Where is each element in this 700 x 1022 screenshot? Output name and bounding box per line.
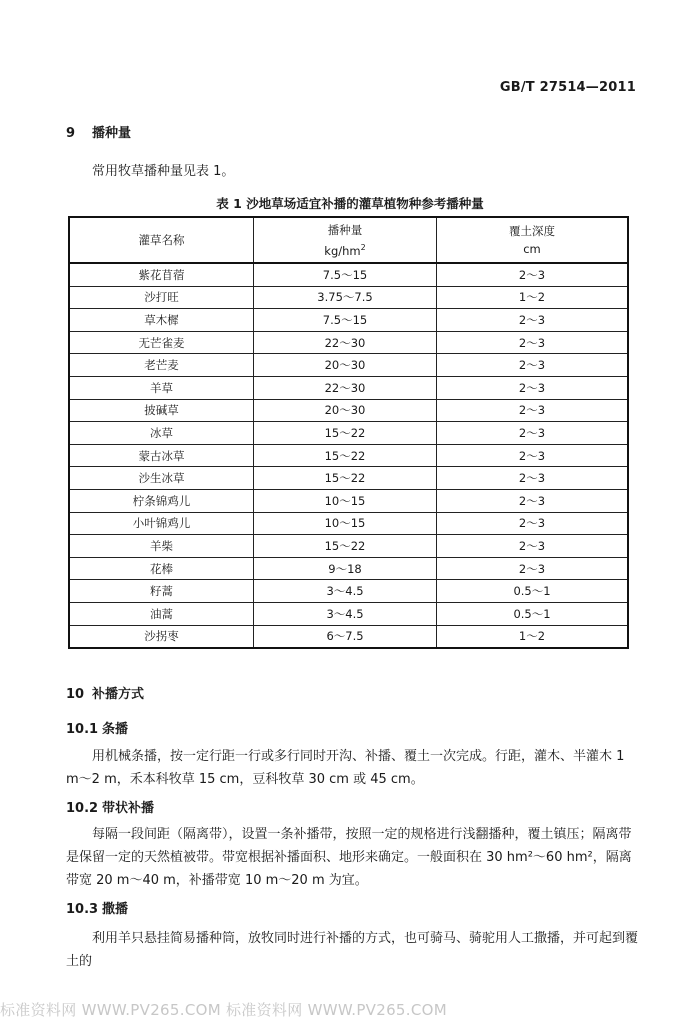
table-caption: 表 1 沙地草场适宜补播的灌草植物种参考播种量 (216, 196, 484, 211)
section-9-intro: 常用牧草播种量见表 1。 (92, 164, 235, 179)
standard-code: GB/T 27514—2011 (499, 80, 636, 95)
subsection-10-2-heading (66, 797, 154, 816)
cell-cover-depth: 0.5～1 (437, 580, 629, 603)
header-cover-depth (437, 217, 629, 263)
paragraph: 利用羊只悬挂简易播种筒，放牧同时进行补播的方式，也可骑马、骑驼用人工撒播，并可起到覆土的 (66, 931, 639, 969)
cell-cover-depth: 2～3 (437, 331, 629, 354)
cell-cover-depth: 1～2 (437, 286, 629, 309)
cell-cover-depth: 2～3 (437, 354, 629, 377)
table-row (69, 399, 628, 422)
table-row (69, 354, 628, 377)
header-cover-depth-unit: cm (523, 242, 541, 256)
cell-seeding-rate: 10～15 (254, 489, 437, 512)
cell-cover-depth: 2～3 (437, 512, 629, 535)
table-header-row (69, 217, 628, 263)
table-row (69, 625, 628, 648)
section-number: 10 (66, 687, 85, 702)
cell-seeding-rate: 7.5～15 (254, 263, 437, 286)
subsection-10-3-heading (66, 898, 128, 917)
section-10-heading (66, 683, 144, 702)
cell-seeding-rate: 7.5～15 (254, 309, 437, 332)
unit-superscript: 2 (360, 242, 366, 252)
header-plant-name: 灌草名称 (69, 217, 254, 263)
cell-cover-depth: 2～3 (437, 535, 629, 558)
cell-plant-name: 油蒿 (69, 602, 254, 625)
seeding-rate-table (68, 216, 629, 649)
cell-seeding-rate: 3～4.5 (254, 602, 437, 625)
cell-cover-depth: 2～3 (437, 557, 629, 580)
section-title: 补播方式 (92, 687, 145, 702)
table-row (69, 580, 628, 603)
cell-seeding-rate: 15～22 (254, 535, 437, 558)
cell-cover-depth: 2～3 (437, 309, 629, 332)
table-row (69, 512, 628, 535)
cell-cover-depth: 2～3 (437, 422, 629, 445)
header-seeding-rate (254, 217, 437, 263)
table-row (69, 489, 628, 512)
table-row (69, 602, 628, 625)
cell-plant-name: 籽蒿 (69, 580, 254, 603)
cell-seeding-rate: 22～30 (254, 376, 437, 399)
cell-seeding-rate: 20～30 (254, 354, 437, 377)
cell-plant-name: 柠条锦鸡儿 (69, 489, 254, 512)
section-number: 9 (66, 126, 76, 141)
subsection-number: 10.1 (66, 722, 99, 737)
site-watermark: 标准资料网 WWW.PV265.COM 标准资料网 WWW.PV265.COM (0, 1001, 447, 1019)
cell-seeding-rate: 9～18 (254, 557, 437, 580)
paragraph: 用机械条播，按一定行距一行或多行同时开沟、补播、覆土一次完成。行距，灌木、半灌木 1 m～2 m，禾本科牧草 15 cm，豆科牧草 30 cm 或 45 cm。 (66, 749, 625, 787)
table-row (69, 467, 628, 490)
cell-seeding-rate: 15～22 (254, 467, 437, 490)
cell-plant-name: 蒙古冰草 (69, 444, 254, 467)
table-row (69, 557, 628, 580)
cell-plant-name: 披碱草 (69, 399, 254, 422)
table-row (69, 422, 628, 445)
cell-cover-depth: 2～3 (437, 489, 629, 512)
cell-cover-depth: 2～3 (437, 444, 629, 467)
table-row (69, 286, 628, 309)
subsection-number: 10.3 (66, 902, 99, 917)
cell-plant-name: 冰草 (69, 422, 254, 445)
header-cover-depth-label: 覆土深度 (509, 224, 555, 238)
cell-seeding-rate: 3.75～7.5 (254, 286, 437, 309)
cell-plant-name: 羊草 (69, 376, 254, 399)
cell-plant-name: 紫花苜蓿 (69, 263, 254, 286)
cell-plant-name: 无芒雀麦 (69, 331, 254, 354)
subsection-title: 带状补播 (102, 801, 155, 816)
subsection-10-2-text (66, 823, 638, 892)
subsection-number: 10.2 (66, 801, 99, 816)
unit-base: kg/hm (324, 243, 361, 258)
cell-seeding-rate: 22～30 (254, 331, 437, 354)
cell-seeding-rate: 3～4.5 (254, 580, 437, 603)
subsection-10-3-text (66, 927, 638, 973)
cell-plant-name: 羊柴 (69, 535, 254, 558)
subsection-10-1-heading (66, 718, 128, 737)
table-row (69, 535, 628, 558)
subsection-title: 撒播 (102, 902, 129, 917)
cell-cover-depth: 1～2 (437, 625, 629, 648)
paragraph: 每隔一段间距（隔离带），设置一条补播带，按照一定的规格进行浅翻播种，覆土镇压；隔离带是保留一定的天然植被带。带宽根据补播面积、地形来确定。一般面积在 30 hm²～60 hm²，隔离带宽 20 m～40 m，补播带宽 10 m～20 m 为宜。 (66, 827, 632, 888)
table-row (69, 331, 628, 354)
table-row (69, 309, 628, 332)
section-title: 播种量 (92, 126, 132, 141)
cell-seeding-rate: 6～7.5 (254, 625, 437, 648)
cell-cover-depth: 2～3 (437, 467, 629, 490)
header-seeding-rate-unit (254, 239, 436, 260)
subsection-title: 条播 (102, 722, 129, 737)
cell-seeding-rate: 15～22 (254, 422, 437, 445)
section-9-heading (66, 122, 131, 141)
cell-cover-depth: 0.5～1 (437, 602, 629, 625)
cell-plant-name: 沙生冰草 (69, 467, 254, 490)
cell-cover-depth: 2～3 (437, 399, 629, 422)
subsection-10-1-text (66, 745, 638, 791)
table-row (69, 444, 628, 467)
cell-plant-name: 沙拐枣 (69, 625, 254, 648)
cell-plant-name: 花棒 (69, 557, 254, 580)
cell-seeding-rate: 15～22 (254, 444, 437, 467)
cell-plant-name: 沙打旺 (69, 286, 254, 309)
cell-plant-name: 小叶锦鸡儿 (69, 512, 254, 535)
table-body (69, 263, 628, 648)
table-row (69, 376, 628, 399)
cell-plant-name: 草木樨 (69, 309, 254, 332)
cell-cover-depth: 2～3 (437, 263, 629, 286)
header-seeding-rate-label: 播种量 (327, 222, 363, 237)
cell-cover-depth: 2～3 (437, 376, 629, 399)
cell-plant-name: 老芒麦 (69, 354, 254, 377)
cell-seeding-rate: 10～15 (254, 512, 437, 535)
cell-seeding-rate: 20～30 (254, 399, 437, 422)
table-row (69, 263, 628, 286)
